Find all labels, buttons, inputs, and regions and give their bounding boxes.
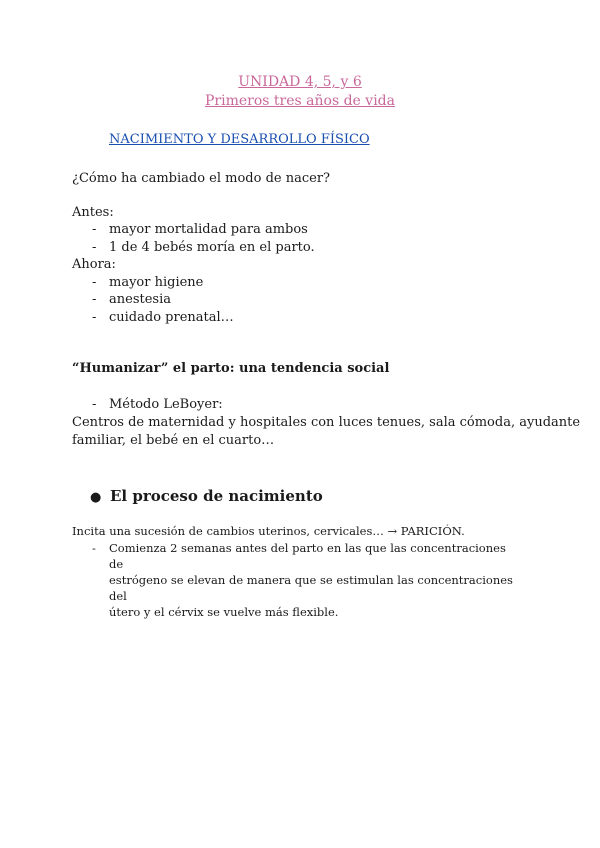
humanizar-description-line: Centros de maternidad y hospitales con luces tenues, sala cómoda, ayudante: [72, 415, 581, 430]
dash-marker: -: [92, 222, 97, 237]
dash-marker: -: [92, 541, 96, 555]
list-item-text: cuidado prenatal…: [109, 310, 234, 325]
list-item-text: anestesia: [109, 292, 171, 307]
dash-marker: -: [92, 275, 97, 290]
proceso-detail-line: estrógeno se elevan de manera que se estimulan las concentraciones del: [109, 573, 513, 603]
proceso-detail-line: Comienza 2 semanas antes del parto en las que las concentraciones de: [109, 541, 506, 571]
unit-subtitle: Primeros tres años de vida: [205, 93, 395, 109]
dash-marker: -: [92, 397, 97, 412]
list-item-text: mayor higiene: [109, 275, 204, 290]
ahora-label: Ahora:: [72, 257, 116, 272]
list-item: [92, 221, 308, 239]
list-item-text: mayor mortalidad para ambos: [109, 222, 308, 237]
unit-title: UNIDAD 4, 5, y 6: [238, 74, 362, 90]
proceso-detail-line: útero y el cérvix se vuelve más flexible.: [109, 605, 339, 619]
list-item-text: Método LeBoyer:: [109, 397, 223, 412]
list-item: [92, 309, 234, 327]
list-item: [92, 396, 223, 414]
proceso-heading: [90, 485, 323, 509]
antes-label: Antes:: [72, 205, 114, 220]
question-text: ¿Cómo ha cambiado el modo de nacer?: [72, 171, 331, 186]
list-item: [92, 274, 203, 292]
list-item: [92, 239, 315, 257]
bullet-icon: ●: [90, 490, 102, 505]
list-item: [92, 291, 171, 309]
proceso-intro: Incita una sucesión de cambios uterinos, cervicales… → PARICIÓN.: [72, 524, 465, 538]
humanizar-description-line: familiar, el bebé en el cuarto…: [72, 433, 275, 448]
proceso-detail: [109, 540, 519, 620]
proceso-heading-text: El proceso de nacimiento: [110, 487, 323, 505]
section-heading: NACIMIENTO Y DESARROLLO FÍSICO: [109, 132, 370, 147]
dash-marker: -: [92, 240, 97, 255]
dash-marker: -: [92, 310, 97, 325]
humanizar-heading: “Humanizar” el parto: una tendencia social: [72, 361, 390, 376]
list-item-text: 1 de 4 bebés moría en el parto.: [109, 240, 315, 255]
dash-marker: -: [92, 292, 97, 307]
